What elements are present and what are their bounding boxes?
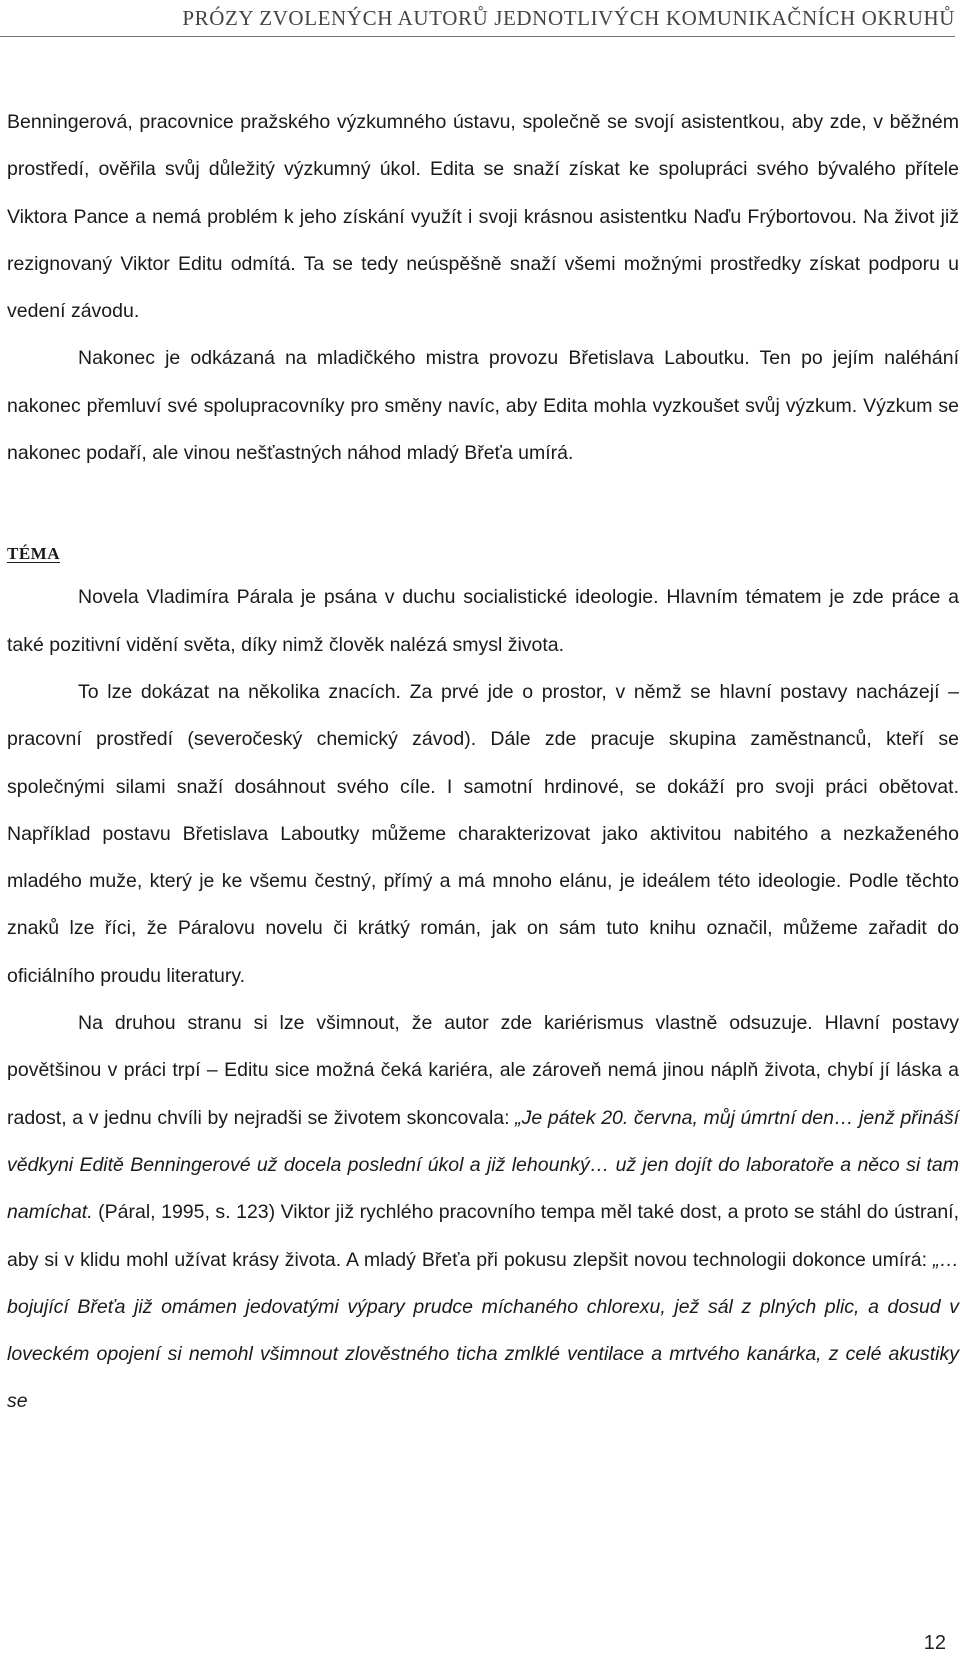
paragraph-intro-continued: Benningerová, pracovnice pražského výzkumného ústavu, společně se svojí asistentkou, aby zde, v běžném prostředí, ověřila svůj důležitý výzkumný úkol. Edita se snaží získat ke spolupráci svého bývalého přítele Viktora Pance a nemá problém k jeho získání využít i svoji krásnou asistentku Naďu Frýbortovou. Na život již rezignovaný Viktor Editu odmítá. Ta se tedy neúspěšně snaží všemi možnými prostředky získat podporu u vedení závodu. [7,111,959,323]
paragraph-tema-2: To lze dokázat na několika znacích. Za prvé jde o prostor, v němž se hlavní postavy nacházejí – pracovní prostředí (severočeský chemický závod). Dále zde pracuje skupina zaměstnanců, kteří se společnými silami snaží dosáhnout svého cíle. I samotní hrdinové, se dokáží pro svoji práci obětovat. Například postavu Břetislava Laboutky můžeme charakterizovat jako aktivitou nabitého a nezkaženého mladého muže, který je ke všemu čestný, přímý a má mnoho elánu, je ideálem této ideologie. Podle těchto znaků lze říci, že Páralovu novelu či krátký román, jak on sám tuto knihu označil, můžeme zařadit do oficiálního proudu literatury. [7,680,959,987]
header-rule [0,36,955,37]
paragraph-intro-2: Nakonec je odkázaná na mladičkého mistra provozu Břetislava Laboutku. Ten po jejím naléhání nakonec přemluví své spolupracovníky pro směny navíc, aby Edita mohla vyzkoušet svůj výzkum. Výzkum se nakonec podaří, ale vinou nešťastných náhod mladý Břeťa umírá. [7,347,959,465]
paragraph-tema-1: Novela Vladimíra Párala je psána v duchu socialistické ideologie. Hlavním tématem je zde práce a také pozitivní vidění světa, díky nimž člověk nalézá smysl života. [7,586,959,656]
body-text [7,99,959,1426]
quote-breta: „… bojující Břeťa již omámen jedovatými výpary prudce míchaného chlorexu, jež sál z plných plic, a dosud v loveckém opojení si nemohl všimnout zlověstného ticha zmlklé ventilace a mrtvého kanárka, z celé akustiky se [7,1248,959,1413]
paragraph-tema-3 [7,1000,959,1426]
paragraph-text: (Páral, 1995, s. 123) Viktor již rychlého pracovního tempa měl také dost, a proto se stáhl do ústraní, aby si v klidu mohl užívat krásy života. A mladý Břeťa při pokusu zlepšit novou technologii dokonce umírá: [7,1201,959,1271]
paragraph-text: Na druhou stranu si lze všimnout, že autor zde kariérismus vlastně odsuzuje. Hlavní postavy povětšinou v práci trpí – Editu sice možná čeká kariéra, ale zároveň nemá jinou náplň života, chybí jí láska a radost, a v jednu chvíli by nejradši se životem skoncovala: [7,1012,959,1129]
running-header: PRÓZY ZVOLENÝCH AUTORŮ JEDNOTLIVÝCH KOMUNIKAČNÍCH OKRUHŮ [182,6,955,30]
page-number: 12 [923,1632,946,1654]
quote-edita: „Je pátek 20. června, můj úmrtní den… jenž přináší vědkyni Editě Benningerové už docela poslední úkol a již lehounký… už jen dojít do laboratoře a něco si tam namíchat. [7,1106,959,1224]
section-heading-tema: TÉMA [7,544,60,564]
